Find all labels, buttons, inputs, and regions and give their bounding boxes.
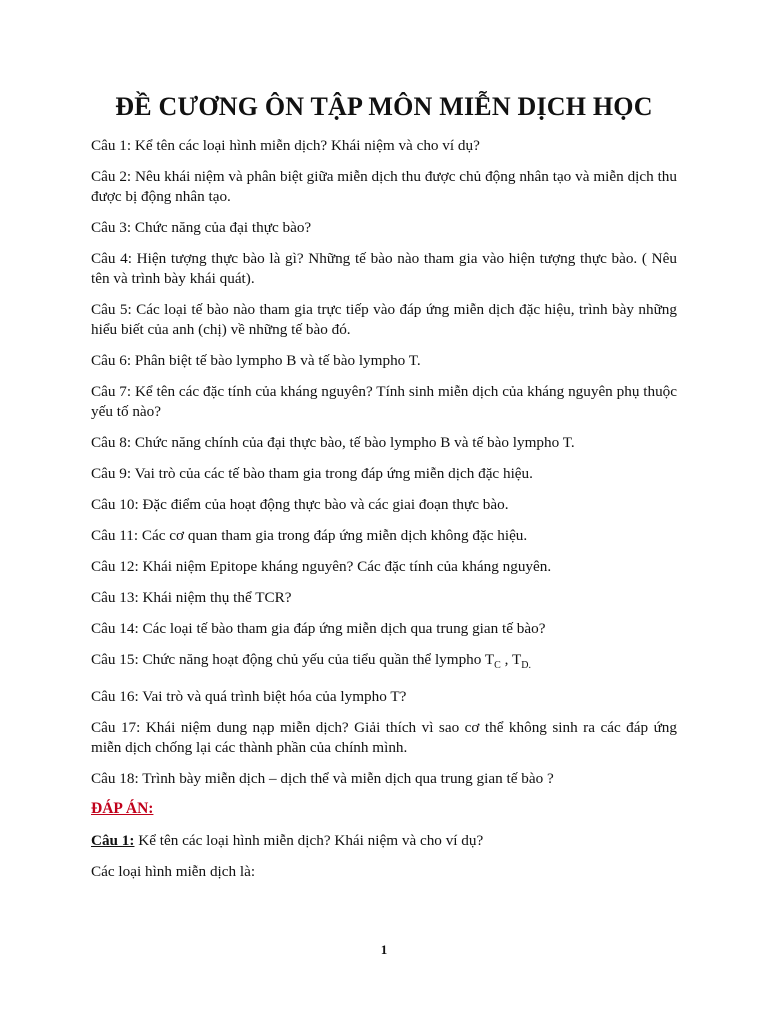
question-item: Câu 2: Nêu khái niệm và phân biệt giữa miễn dịch thu được chủ động nhân tạo và miễn dịch thu được bị động nhân tạo. [91, 168, 677, 205]
question-item: Câu 4: Hiện tượng thực bào là gì? Những tế bào nào tham gia vào hiện tượng thực bào. ( Nêu tên và trình bày khái quát). [91, 250, 677, 287]
question-item: Câu 9: Vai trò của các tế bào tham gia trong đáp ứng miễn dịch đặc hiệu. [91, 465, 533, 482]
answer-question-1 [91, 832, 483, 850]
question-item: Câu 16: Vai trò và quá trình biệt hóa của lympho T? [91, 688, 407, 706]
question-item: Câu 5: Các loại tế bào nào tham gia trực tiếp vào đáp ứng miễn dịch đặc hiệu, trình bày những hiểu biết của anh (chị) về những tế bào đó. [91, 301, 677, 338]
subscript-c: C [494, 660, 501, 672]
question-15-text: Câu 15: Chức năng hoạt động chủ yếu của tiểu quần thể lympho T [91, 651, 495, 668]
question-list [91, 136, 677, 800]
page-number: 1 [380, 942, 388, 957]
question-item: Câu 11: Các cơ quan tham gia trong đáp ứng miễn dịch không đặc hiệu. [91, 527, 528, 544]
question-item: Câu 8: Chức năng chính của đại thực bào, tế bào lympho B và tế bào lympho T. [91, 434, 575, 451]
question-item: Câu 14: Các loại tế bào tham gia đáp ứng miễn dịch qua trung gian tế bào? [91, 620, 546, 637]
question-item: Câu 12: Khái niệm Epitope kháng nguyên? Các đặc tính của kháng nguyên. [91, 558, 552, 575]
answer-question-1-label: Câu 1: [91, 832, 135, 849]
question-item: Câu 18: Trình bày miễn dịch – dịch thể và miễn dịch qua trung gian tế bào ? [91, 770, 554, 788]
question-item: Câu 7: Kể tên các đặc tính của kháng nguyên? Tính sinh miễn dịch của kháng nguyên phụ thuộc yếu tố nào? [91, 383, 677, 420]
page-title: ĐỀ CƯƠNG ÔN TẬP MÔN MIỄN DỊCH HỌC [115, 92, 653, 121]
answer-question-1-text: Kể tên các loại hình miễn dịch? Khái niệm và cho ví dụ? [134, 832, 484, 849]
question-15-mid: , T [500, 651, 522, 668]
question-item: Câu 6: Phân biệt tế bào lympho B và tế bào lympho T. [91, 352, 421, 369]
question-item: Câu 10: Đặc điểm của hoạt động thực bào và các giai đoạn thực bào. [91, 496, 509, 513]
question-item-15 [91, 650, 677, 676]
answer-intro: Các loại hình miễn dịch là: [91, 863, 256, 880]
subscript-d: D. [521, 660, 531, 672]
question-item: Câu 1: Kể tên các loại hình miễn dịch? Khái niệm và cho ví dụ? [91, 137, 480, 154]
question-item: Câu 3: Chức năng của đại thực bào? [91, 219, 312, 236]
answer-heading: ĐÁP ÁN: [91, 800, 154, 817]
question-item: Câu 13: Khái niệm thụ thể TCR? [91, 589, 292, 606]
question-item: Câu 17: Khái niệm dung nạp miễn dịch? Giải thích vì sao cơ thể không sinh ra các đáp ứng miễn dịch chống lại các thành phần của chính mình. [91, 719, 677, 757]
